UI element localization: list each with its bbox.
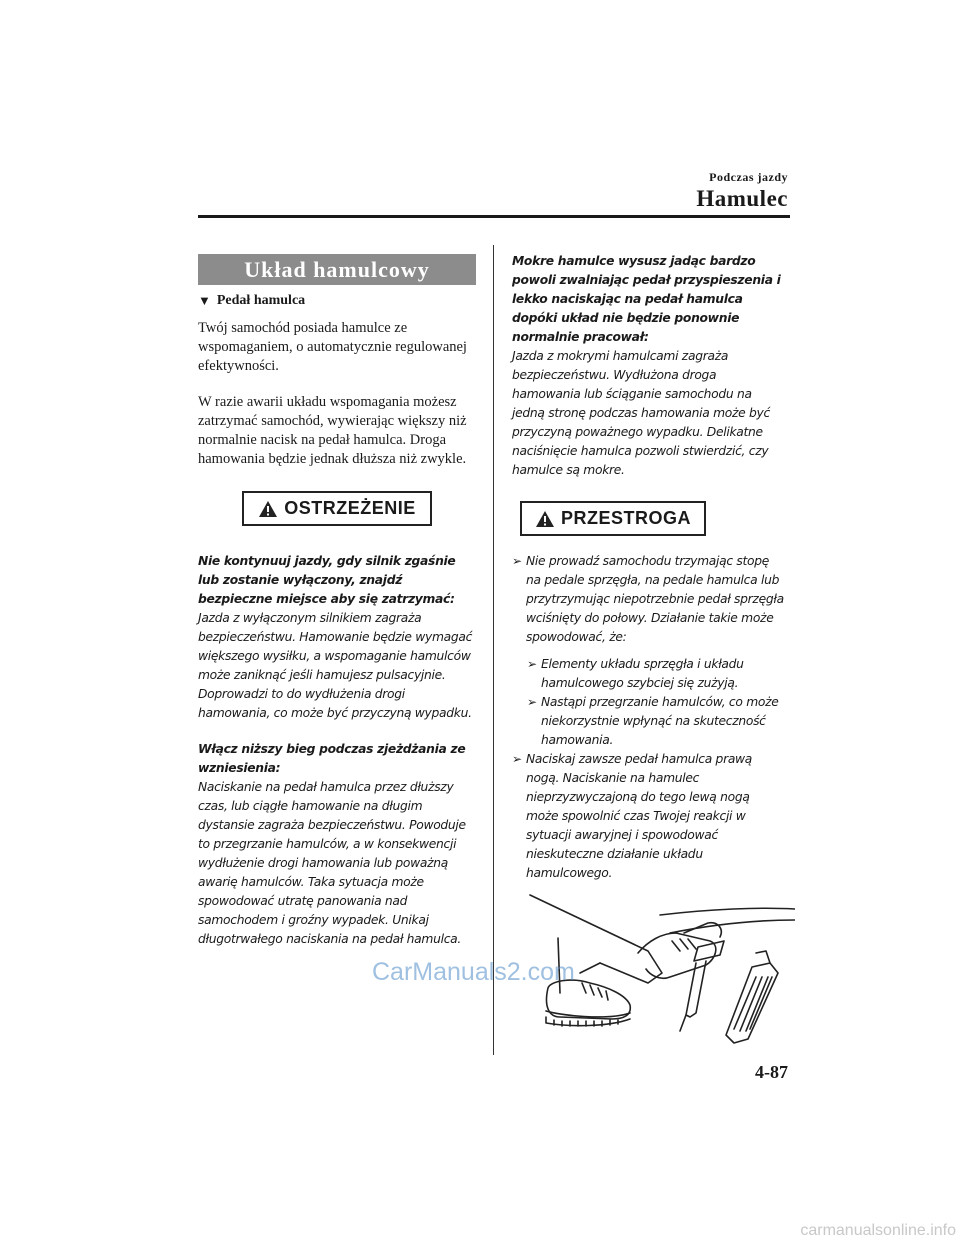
warning-label-box xyxy=(242,491,432,526)
warning-1-heading: Nie kontynuuj jazdy, gdy silnik zgaśnie lub zostanie wyłączony, znajdź bezpieczne miejsce aby się zatrzymać: xyxy=(198,554,456,606)
warning-3-heading: Mokre hamulce wysusz jadąc bardzo powoli zwalniając pedał przyspieszenia i lekko naciskając na pedał hamulca dopóki układ nie będzie ponownie normalnie pracował: xyxy=(512,254,781,344)
page-number: 4-87 xyxy=(755,1062,788,1082)
caution-label: PRZESTROGA xyxy=(560,508,691,528)
caution-item-2: Naciskaj zawsze pedał hamulca prawą nogą. Naciskanie na hamulec nieprzyzwyczajoną do tego lewą nogą może spowolnić czas Twojej reakcji w sytuacji awaryjnej i spowodować nieskuteczne działanie układu hamulcowego. xyxy=(526,752,753,880)
list-item xyxy=(512,750,784,883)
list-item xyxy=(512,552,784,647)
arrow-bullet-icon: ➢ xyxy=(527,695,538,709)
triangle-down-icon: ▼ xyxy=(198,293,211,308)
list-item xyxy=(527,655,784,693)
warning-label: OSTRZEŻENIE xyxy=(284,498,416,518)
warning-triangle-icon xyxy=(535,510,555,528)
chapter-title: Podczas jazdy xyxy=(709,170,788,184)
section-title: Układ hamulcowy xyxy=(198,254,476,285)
arrow-bullet-icon: ➢ xyxy=(527,657,538,671)
warning-block-1 xyxy=(198,552,476,723)
arrow-bullet-icon: ➢ xyxy=(512,752,523,766)
right-column xyxy=(512,252,784,883)
page-title: Hamulec xyxy=(696,186,788,211)
subhead xyxy=(198,293,476,309)
caution-sublist xyxy=(512,655,784,750)
warning-block-2 xyxy=(198,740,476,949)
caution-item-1: Nie prowadź samochodu trzymając stopę na pedale sprzęgła, na pedale hamulca lub przytrzymując niepotrzebnie pedał sprzęgła wciśnięty do połowy. Działanie takie może spowodować, że: xyxy=(526,554,784,644)
arrow-bullet-icon: ➢ xyxy=(512,554,523,568)
footer-watermark: carmanualsonline.info xyxy=(800,1222,956,1239)
header-rule xyxy=(198,215,790,218)
warning-triangle-icon xyxy=(258,500,278,518)
caution-label-box xyxy=(520,501,706,536)
caution-item-1b: Nastąpi przegrzanie hamulców, co może niekorzystnie wpłynąć na skuteczność hamowania. xyxy=(541,695,779,747)
warning-1-text: Jazda z wyłączonym silnikiem zagraża bezpieczeństwu. Hamowanie będzie wymagać większego wysiłku, a wspomaganie hamulców może zaniknąć jeśli hamujesz pulsacyjnie. Doprowadzi to do wydłużenia drogi hamowania, co może być przyczyną wypadku. xyxy=(198,611,473,720)
watermark: CarManuals2.com xyxy=(372,958,575,986)
warning-block-3 xyxy=(512,252,784,480)
column-divider xyxy=(493,245,494,1055)
paragraph-2: W razie awarii układu wspomagania możesz zatrzymać samochód, wywierając większy niż normalnie nacisk na pedał hamulca. Droga hamowania będzie jednak dłuższa niż zwykle. xyxy=(198,394,467,467)
list-item xyxy=(527,693,784,750)
caution-item-1a: Elementy układu sprzęgła i układu hamulcowego szybciej się zużyją. xyxy=(541,657,744,690)
paragraph-1: Twój samochód posiada hamulce ze wspomaganiem, o automatycznie regulowanej efektywności. xyxy=(198,320,467,374)
warning-2-heading: Włącz niższy bieg podczas zjeżdżania ze wzniesienia: xyxy=(198,742,466,775)
caution-list xyxy=(512,552,784,883)
warning-3-text: Jazda z mokrymi hamulcami zagraża bezpieczeństwu. Wydłużona droga hamowania lub ściąganie samochodu na jedną stronę podczas hamowania może być przyczyną poważnego wypadku. Delikatne naciśnięcie hamulca pozwoli stwierdzić, czy hamulce są mokre. xyxy=(512,349,770,477)
subhead-label: Pedał hamulca xyxy=(216,293,306,308)
left-column xyxy=(198,254,476,949)
warning-2-text: Naciskanie na pedał hamulca przez dłuższy czas, lub ciągłe hamowanie na długim dystansie zagraża bezpieczeństwu. Powoduje to przegrzanie hamulców, a w konsekwencji wydłużenie drogi hamowania lub poważną awarię hamulców. Taka sytuacja może spowodować utratę panowania nad samochodem i groźny wypadek. Unikaj długotrwałego naciskania na pedał hamulca. xyxy=(198,780,466,946)
